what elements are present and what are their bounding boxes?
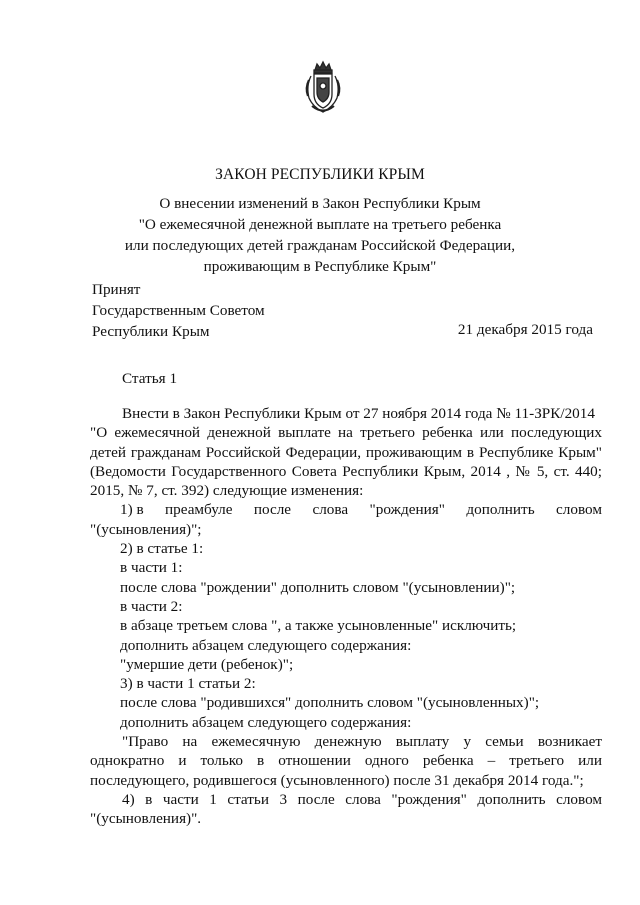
intro-line: 2015, № 7, ст. 392) следующие изменения: bbox=[90, 482, 364, 500]
adoption-date: 21 декабря 2015 года bbox=[457, 321, 593, 338]
item1-word: дополнить bbox=[466, 501, 535, 519]
amendment-line: после слова "родившихся" дополнить словом "(усыновленных)"; bbox=[120, 694, 540, 712]
amendment-item-1 bbox=[90, 500, 602, 519]
adoption-line: Принят bbox=[92, 281, 141, 298]
item1-word: "рождения" bbox=[369, 501, 445, 519]
amendment-line: после слова "рождении" дополнить словом "(усыновлении)"; bbox=[120, 578, 516, 596]
amendment-line: 2) в статье 1: bbox=[120, 540, 204, 558]
subtitle-line: "О ежемесячной денежной выплате на третьего ребенка bbox=[138, 216, 502, 233]
article-heading: Статья 1 bbox=[122, 370, 178, 387]
article-body bbox=[90, 404, 602, 829]
item1-word: словом bbox=[556, 501, 602, 519]
adoption-line: Государственным Советом bbox=[92, 302, 265, 319]
amendment-item-4: 4) в части 1 статьи 3 после слова "рождения" дополнить словом bbox=[122, 790, 602, 808]
amendment-line: "умершие дети (ребенок)"; bbox=[120, 655, 294, 673]
document-title: ЗАКОН РЕСПУБЛИКИ КРЫМ bbox=[215, 166, 425, 183]
intro-line: (Ведомости Государственного Совета Республики Крым, 2014 , № 5, ст. 440; bbox=[90, 462, 602, 480]
item1-word: после bbox=[253, 501, 292, 519]
intro-line: "О ежемесячной денежной выплате на третьего ребенка или последующих bbox=[90, 424, 602, 442]
subtitle-line: проживающим в Республике Крым" bbox=[203, 258, 437, 275]
quoted-paragraph-line: однократно и только в отношении одного ребенка – третьего или bbox=[90, 752, 602, 770]
amendment-line: в части 2: bbox=[120, 597, 183, 615]
item1-word: 1) в bbox=[120, 501, 144, 519]
intro-line: детей гражданам Российской Федерации, проживающим в Республике Крым" bbox=[90, 443, 602, 461]
amendment-line: 3) в части 1 статьи 2: bbox=[120, 675, 256, 693]
amendment-line: в абзаце третьем слова ", а также усыновленные" исключить; bbox=[120, 617, 517, 635]
quoted-paragraph-line: "Право на ежемесячную денежную выплату у семьи возникает bbox=[122, 733, 602, 751]
amendment-line: дополнить абзацем следующего содержания: bbox=[120, 636, 412, 654]
adoption-block bbox=[92, 279, 265, 342]
amendment-item-4-continuation: "(усыновления)". bbox=[90, 810, 202, 828]
quoted-paragraph-line: последующего, родившегося (усыновленного) после 31 декабря 2014 года."; bbox=[90, 771, 584, 789]
adoption-line: Республики Крым bbox=[92, 323, 210, 340]
crimea-coat-of-arms-emblem bbox=[303, 60, 343, 116]
subtitle-line: О внесении изменений в Закон Республики Крым bbox=[159, 195, 481, 212]
intro-line: Внести в Закон Республики Крым от 27 ноября 2014 года № 11-ЗРК/2014 bbox=[122, 405, 595, 422]
subtitle-line: или последующих детей гражданам Российской Федерации, bbox=[124, 237, 516, 254]
document-subtitle bbox=[0, 193, 640, 277]
amendment-line: в части 1: bbox=[120, 559, 183, 577]
item1-word: слова bbox=[312, 501, 349, 519]
amendment-item-1-continuation: "(усыновления)"; bbox=[90, 520, 202, 538]
item1-word: преамбуле bbox=[165, 501, 233, 519]
amendment-line: дополнить абзацем следующего содержания: bbox=[120, 713, 412, 731]
